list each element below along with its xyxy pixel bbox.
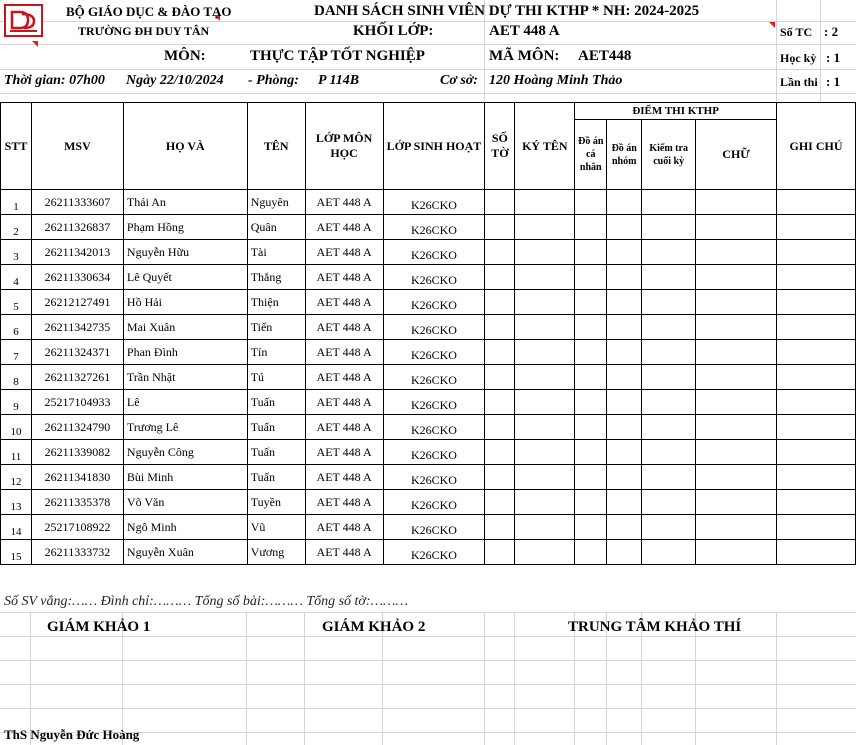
cell-do-an-ca-nhan [575,240,607,265]
cell-do-an-ca-nhan [575,465,607,490]
cell-stt: 6 [1,315,32,340]
cell-msv: 26211326837 [31,215,123,240]
cell-so-to [485,415,515,440]
cell-do-an-ca-nhan [575,490,607,515]
table-row [1,540,856,565]
cell-stt: 12 [1,465,32,490]
gridline [0,69,856,70]
cell-msv: 26211341830 [31,465,123,490]
university-logo [4,4,43,37]
cell-ten: Tài [247,240,305,265]
cell-ghi-chu [777,190,856,215]
cell-stt: 2 [1,215,32,240]
col-header-msv: MSV [31,103,123,190]
table-row [1,215,856,240]
cell-ky-ten [515,515,575,540]
cell-kiem-tra [642,290,696,315]
cell-so-to [485,290,515,315]
table-row [1,290,856,315]
cell-ho-va: Trần Nhật [123,365,247,390]
cell-do-an-nhom [607,190,642,215]
cell-so-to [485,240,515,265]
cell-lop-sinh-hoat: K26CKO [383,440,485,465]
cell-lop-mon-hoc: AET 448 A [305,290,383,315]
cell-chu [696,315,777,340]
cell-ky-ten [515,465,575,490]
cell-lop-mon-hoc: AET 448 A [305,540,383,565]
cell-chu [696,515,777,540]
cell-kiem-tra [642,490,696,515]
cell-stt: 1 [1,190,32,215]
campus-value: 120 Hoàng Minh Thảo [489,73,623,88]
cell-msv: 26211324371 [31,340,123,365]
cell-kiem-tra [642,340,696,365]
gridline [484,612,485,745]
cell-msv: 26211335378 [31,490,123,515]
cell-kiem-tra [642,365,696,390]
cell-ky-ten [515,440,575,465]
cell-ky-ten [515,340,575,365]
cell-chu [696,265,777,290]
table-row [1,265,856,290]
cell-ghi-chu [777,515,856,540]
gridline [776,612,777,745]
exam-time: Thời gian: 07h00 [4,73,105,88]
cell-ghi-chu [777,315,856,340]
code-label: MÃ MÔN: [489,48,560,64]
cell-lop-sinh-hoat: K26CKO [383,415,485,440]
gridline [246,612,247,745]
cell-ghi-chu [777,440,856,465]
cell-ten: Tuấn [247,415,305,440]
cell-ten: Tuấn [247,390,305,415]
cell-ghi-chu [777,390,856,415]
cell-lop-mon-hoc: AET 448 A [305,415,383,440]
comment-marker [769,22,775,28]
cell-kiem-tra [642,440,696,465]
cell-stt: 8 [1,365,32,390]
cell-lop-mon-hoc: AET 448 A [305,265,383,290]
examiner-2-label: GIÁM KHẢO 2 [322,619,426,635]
cell-ghi-chu [777,240,856,265]
cell-chu [696,365,777,390]
cell-lop-mon-hoc: AET 448 A [305,315,383,340]
cell-kiem-tra [642,465,696,490]
gridline [776,0,777,102]
cell-lop-sinh-hoat: K26CKO [383,515,485,540]
cell-ten: Tuyền [247,490,305,515]
col-header-chu: CHỮ [696,120,777,190]
cell-ten: Vũ [247,515,305,540]
cell-chu [696,415,777,440]
credits-value: : 2 [824,24,839,39]
subject-value: THỰC TẬP TỐT NGHIỆP [250,48,425,64]
logo-mark-icon [6,6,41,35]
cell-chu [696,490,777,515]
cell-do-an-nhom [607,265,642,290]
cell-stt: 9 [1,390,32,415]
cell-do-an-nhom [607,515,642,540]
cell-kiem-tra [642,415,696,440]
cell-so-to [485,190,515,215]
cell-ghi-chu [777,465,856,490]
cell-lop-mon-hoc: AET 448 A [305,465,383,490]
document-title: DANH SÁCH SINH VIÊN DỰ THI KTHP * NH: 2024-2025 [314,3,700,19]
col-header-stt: STT [1,103,32,190]
col-header-kiem-tra: Kiểm tra cuối kỳ [642,120,696,190]
cell-chu [696,290,777,315]
cell-ten: Tuấn [247,465,305,490]
cell-ghi-chu [777,265,856,290]
col-header-do-an-nhom: Đồ án nhóm [607,120,642,190]
col-header-so-to: SỐ TỜ [485,103,515,190]
cell-kiem-tra [642,240,696,265]
table-row [1,240,856,265]
cell-do-an-ca-nhan [575,540,607,565]
cell-lop-sinh-hoat: K26CKO [383,290,485,315]
cell-ghi-chu [777,215,856,240]
cell-lop-sinh-hoat: K26CKO [383,365,485,390]
cell-ghi-chu [777,540,856,565]
cell-lop-mon-hoc: AET 448 A [305,215,383,240]
cell-ky-ten [515,190,575,215]
cell-so-to [485,365,515,390]
cell-ky-ten [515,240,575,265]
cell-ky-ten [515,415,575,440]
gridline [0,684,856,685]
cell-ky-ten [515,315,575,340]
cell-msv: 25217108922 [31,515,123,540]
cell-do-an-nhom [607,415,642,440]
cell-lop-sinh-hoat: K26CKO [383,490,485,515]
cell-stt: 4 [1,265,32,290]
cell-lop-mon-hoc: AET 448 A [305,390,383,415]
gridline [304,612,305,745]
credits-label: Số TC [780,25,813,39]
cell-ho-va: Phạm Hồng [123,215,247,240]
code-value: AET448 [578,48,632,64]
cell-do-an-ca-nhan [575,190,607,215]
table-row [1,340,856,365]
cell-lop-sinh-hoat: K26CKO [383,340,485,365]
cell-so-to [485,215,515,240]
col-header-do-an-ca-nhan: Đồ án cá nhân [575,120,607,190]
cell-chu [696,440,777,465]
summary-line: Số SV vắng:…… Đình chỉ:……… Tổng số bài:……… Tổng số tờ:……… [4,594,408,609]
cell-chu [696,215,777,240]
cell-lop-sinh-hoat: K26CKO [383,540,485,565]
cell-so-to [485,515,515,540]
cell-lop-mon-hoc: AET 448 A [305,240,383,265]
cell-ho-va: Võ Văn [123,490,247,515]
cell-ghi-chu [777,340,856,365]
cell-ten: Tú [247,365,305,390]
cell-ho-va: Nguyễn Công [123,440,247,465]
cell-ghi-chu [777,290,856,315]
cell-do-an-ca-nhan [575,440,607,465]
cell-lop-mon-hoc: AET 448 A [305,340,383,365]
gridline [0,612,856,613]
cell-kiem-tra [642,540,696,565]
gridline [0,708,856,709]
cell-chu [696,465,777,490]
cell-lop-sinh-hoat: K26CKO [383,215,485,240]
col-header-ky-ten: KÝ TÊN [515,103,575,190]
cell-stt: 14 [1,515,32,540]
cell-do-an-ca-nhan [575,215,607,240]
cell-do-an-ca-nhan [575,515,607,540]
cell-ten: Thiện [247,290,305,315]
cell-do-an-ca-nhan [575,265,607,290]
cell-stt: 11 [1,440,32,465]
cell-do-an-nhom [607,390,642,415]
cell-ho-va: Trương Lê [123,415,247,440]
cell-kiem-tra [642,390,696,415]
cell-so-to [485,465,515,490]
table-row [1,190,856,215]
class-value: AET 448 A [489,23,560,39]
cell-ho-va: Bùi Minh [123,465,247,490]
cell-so-to [485,340,515,365]
col-header-lop-mon-hoc: LỚP MÔN HỌC [305,103,383,190]
col-header-ghi-chu: GHI CHÚ [777,103,856,190]
cell-ho-va: Nguyễn Xuân [123,540,247,565]
semester-label: Học kỳ [780,51,817,65]
gridline [0,44,856,45]
ministry-name: BỘ GIÁO DỤC & ĐÀO TẠO [66,4,232,19]
cell-ten: Tuấn [247,440,305,465]
subject-label: MÔN: [164,48,206,64]
cell-ghi-chu [777,365,856,390]
cell-so-to [485,540,515,565]
cell-chu [696,190,777,215]
attempt-label: Lần thi [780,75,818,89]
cell-do-an-nhom [607,540,642,565]
attempt-value: : 1 [826,74,841,89]
exam-center-label: TRUNG TÂM KHẢO THÍ [568,619,742,635]
gridline [30,612,31,745]
table-row [1,490,856,515]
examiner-1-label: GIÁM KHẢO 1 [47,619,151,635]
cell-kiem-tra [642,265,696,290]
cell-chu [696,540,777,565]
cell-stt: 3 [1,240,32,265]
cell-so-to [485,390,515,415]
cell-stt: 10 [1,415,32,440]
cell-stt: 13 [1,490,32,515]
col-header-ten: TÊN [247,103,305,190]
cell-do-an-ca-nhan [575,390,607,415]
cell-lop-mon-hoc: AET 448 A [305,190,383,215]
cell-do-an-nhom [607,465,642,490]
cell-ho-va: Lê [123,390,247,415]
student-table [0,102,856,565]
cell-ten: Tiến [247,315,305,340]
cell-lop-mon-hoc: AET 448 A [305,440,383,465]
exam-date: Ngày 22/10/2024 [126,73,224,88]
cell-ten: Nguyên [247,190,305,215]
cell-msv: 26211327261 [31,365,123,390]
col-header-diem-thi: ĐIỂM THI KTHP [575,103,777,120]
cell-ten: Vương [247,540,305,565]
cell-ky-ten [515,390,575,415]
table-row [1,440,856,465]
gridline [0,93,856,94]
cell-ky-ten [515,265,575,290]
cell-ho-va: Nguyễn Hữu [123,240,247,265]
cell-stt: 7 [1,340,32,365]
cell-do-an-ca-nhan [575,315,607,340]
table-row [1,465,856,490]
cell-do-an-nhom [607,240,642,265]
cell-msv: 26211333607 [31,190,123,215]
cell-lop-sinh-hoat: K26CKO [383,465,485,490]
cell-lop-sinh-hoat: K26CKO [383,265,485,290]
table-row [1,415,856,440]
cell-kiem-tra [642,315,696,340]
cell-do-an-nhom [607,365,642,390]
room-value: P 114B [318,73,360,88]
cell-stt: 15 [1,540,32,565]
cell-lop-mon-hoc: AET 448 A [305,515,383,540]
cell-ho-va: Ngô Minh [123,515,247,540]
cell-ho-va: Hồ Hải [123,290,247,315]
cell-lop-sinh-hoat: K26CKO [383,315,485,340]
cell-msv: 26211342735 [31,315,123,340]
cell-do-an-nhom [607,440,642,465]
campus-label: Cơ sở: [440,73,478,88]
cell-lop-mon-hoc: AET 448 A [305,490,383,515]
table-row [1,315,856,340]
cell-so-to [485,440,515,465]
semester-value: : 1 [826,50,841,65]
cell-ho-va: Phan Đình [123,340,247,365]
comment-marker [32,41,38,47]
cell-ghi-chu [777,415,856,440]
cell-so-to [485,265,515,290]
cell-so-to [485,315,515,340]
cell-ghi-chu [777,490,856,515]
cell-ky-ten [515,540,575,565]
cell-do-an-nhom [607,215,642,240]
cell-do-an-nhom [607,340,642,365]
cell-chu [696,390,777,415]
cell-do-an-nhom [607,315,642,340]
gridline [0,21,856,22]
university-name: TRƯỜNG ĐH DUY TÂN [78,24,210,38]
col-header-lop-sinh-hoat: LỚP SINH HOẠT [383,103,485,190]
cell-do-an-ca-nhan [575,415,607,440]
cell-ten: Thắng [247,265,305,290]
cell-chu [696,340,777,365]
cell-chu [696,240,777,265]
cell-do-an-ca-nhan [575,340,607,365]
cell-ho-va: Lê Quyết [123,265,247,290]
cell-msv: 26211339082 [31,440,123,465]
cell-msv: 26212127491 [31,290,123,315]
cell-so-to [485,490,515,515]
cell-do-an-ca-nhan [575,290,607,315]
cell-ho-va: Thái An [123,190,247,215]
col-header-ho-va: HỌ VÀ [123,103,247,190]
table-row [1,515,856,540]
cell-do-an-ca-nhan [575,365,607,390]
table-row [1,390,856,415]
cell-lop-sinh-hoat: K26CKO [383,390,485,415]
cell-msv: 26211330634 [31,265,123,290]
cell-lop-sinh-hoat: K26CKO [383,240,485,265]
cell-ky-ten [515,290,575,315]
cell-ky-ten [515,215,575,240]
cell-kiem-tra [642,515,696,540]
cell-lop-sinh-hoat: K26CKO [383,190,485,215]
cell-msv: 26211324790 [31,415,123,440]
cell-do-an-nhom [607,490,642,515]
cell-kiem-tra [642,190,696,215]
cell-kiem-tra [642,215,696,240]
cell-msv: 25217104933 [31,390,123,415]
signer-name: ThS Nguyễn Đức Hoàng [4,727,140,742]
gridline [820,0,821,102]
room-label: - Phòng: [248,73,299,88]
class-label: KHỐI LỚP: [353,23,434,39]
cell-do-an-nhom [607,290,642,315]
cell-ky-ten [515,490,575,515]
gridline [0,636,856,637]
cell-stt: 5 [1,290,32,315]
cell-ten: Quân [247,215,305,240]
cell-msv: 26211333732 [31,540,123,565]
table-row [1,365,856,390]
cell-ky-ten [515,365,575,390]
cell-lop-mon-hoc: AET 448 A [305,365,383,390]
cell-ten: Tín [247,340,305,365]
cell-msv: 26211342013 [31,240,123,265]
cell-ho-va: Mai Xuân [123,315,247,340]
gridline [0,660,856,661]
gridline [514,612,515,745]
